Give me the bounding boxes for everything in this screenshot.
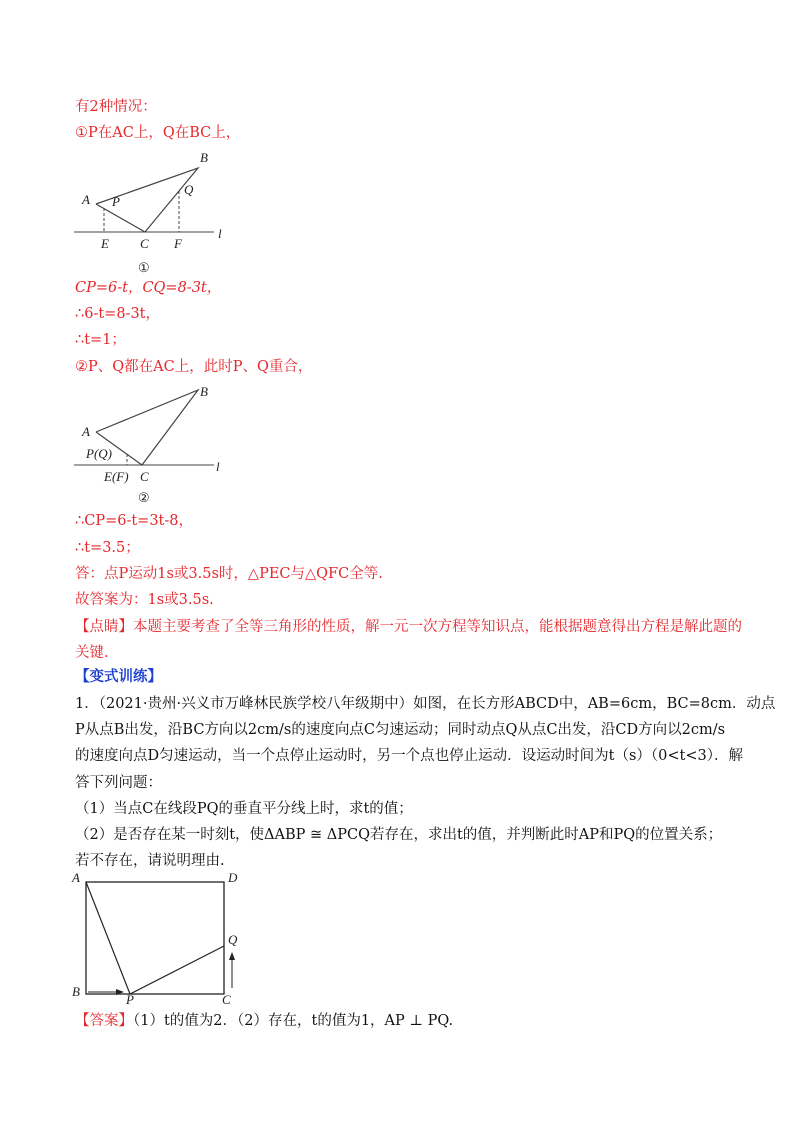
svg-text:B: B — [200, 384, 208, 399]
answer-row — [75, 1011, 453, 1031]
label-a: A — [82, 192, 90, 207]
svg-text:D: D — [228, 870, 238, 885]
svg-text:l: l — [216, 459, 220, 474]
comment-line-1: 【点睛】本题主要考查了全等三角形的性质，解一元一次方程等知识点，能根据题意得出方程是解此题的 — [75, 619, 742, 635]
svg-text:C: C — [140, 236, 149, 251]
question-line: 1．（2021·贵州·兴义市万峰林民族学校八年级期中）如图，在长方形ABCD中，AB=6cm，BC=8cm．动点 — [75, 696, 776, 712]
figure-2-caption: ② — [138, 490, 150, 505]
figure-1 — [72, 148, 232, 273]
svg-text:E(F): E(F) — [104, 469, 129, 484]
figure-1-caption: ① — [138, 260, 150, 273]
svg-text:Q: Q — [228, 932, 238, 947]
case1-title: ①P在AC上，Q在BC上， — [75, 125, 241, 141]
label-b: B — [200, 150, 208, 165]
figure-2 — [72, 382, 232, 507]
svg-text:A: A — [72, 870, 80, 885]
svg-text:C: C — [140, 469, 149, 484]
svg-text:F: F — [174, 236, 182, 251]
question-line: （1）当点C在线段PQ的垂直平分线上时，求t的值； — [75, 801, 413, 817]
case1-eq1: CP=6-t，CQ=8-3t， — [75, 280, 222, 296]
question-line: P从点B出发，沿BC方向以2cm/s的速度向点C匀速运动；同时动点Q从点C出发，沿CD方向以2cm/s — [75, 722, 726, 738]
case1-eq3: ∴t=1； — [75, 332, 126, 348]
intro-text: 有2种情况： — [75, 99, 157, 115]
svg-text:B: B — [72, 984, 80, 999]
figure-3 — [68, 870, 248, 1005]
comment-line-2: 关键. — [75, 645, 109, 661]
case2-eq2: ∴t=3.5； — [75, 540, 140, 556]
svg-text:P(Q): P(Q) — [86, 446, 112, 461]
question-line: 的速度向点D匀速运动，当一个点停止运动时，另一个点也停止运动．设运动时间为t（s）（0<t<3）．解 — [75, 748, 743, 764]
answer-text: （1）t的值为2．（2）存在，t的值为1，AP ⊥ PQ. — [133, 1013, 454, 1029]
final-answer: 故答案为：1s或3.5s. — [75, 592, 214, 608]
case2-title: ②P、Q都在AC上，此时P、Q重合， — [75, 359, 313, 375]
svg-text:C: C — [222, 992, 231, 1005]
practice-heading: 【变式训练】 — [75, 668, 162, 685]
svg-text:Q: Q — [184, 182, 194, 197]
svg-text:l: l — [218, 226, 222, 241]
svg-text:E: E — [101, 236, 109, 251]
svg-text:P: P — [112, 194, 120, 209]
question-line: （2）是否存在某一时刻t，使ΔABP ≅ ΔPCQ若存在，求出t的值，并判断此时AP和PQ的位置关系； — [75, 827, 723, 843]
question-line: 若不存在，请说明理由. — [75, 853, 225, 869]
svg-text:P: P — [126, 992, 134, 1005]
answer-line: 答：点P运动1s或3.5s时，△PEC与△QFC全等. — [75, 566, 383, 582]
case1-eq2: ∴6-t=8-3t， — [75, 306, 161, 322]
question-line: 答下列问题： — [75, 775, 162, 791]
case2-eq1: ∴CP=6-t=3t-8， — [75, 513, 194, 529]
answer-tag: 【答案】 — [75, 1013, 133, 1029]
svg-text:A: A — [82, 424, 90, 439]
